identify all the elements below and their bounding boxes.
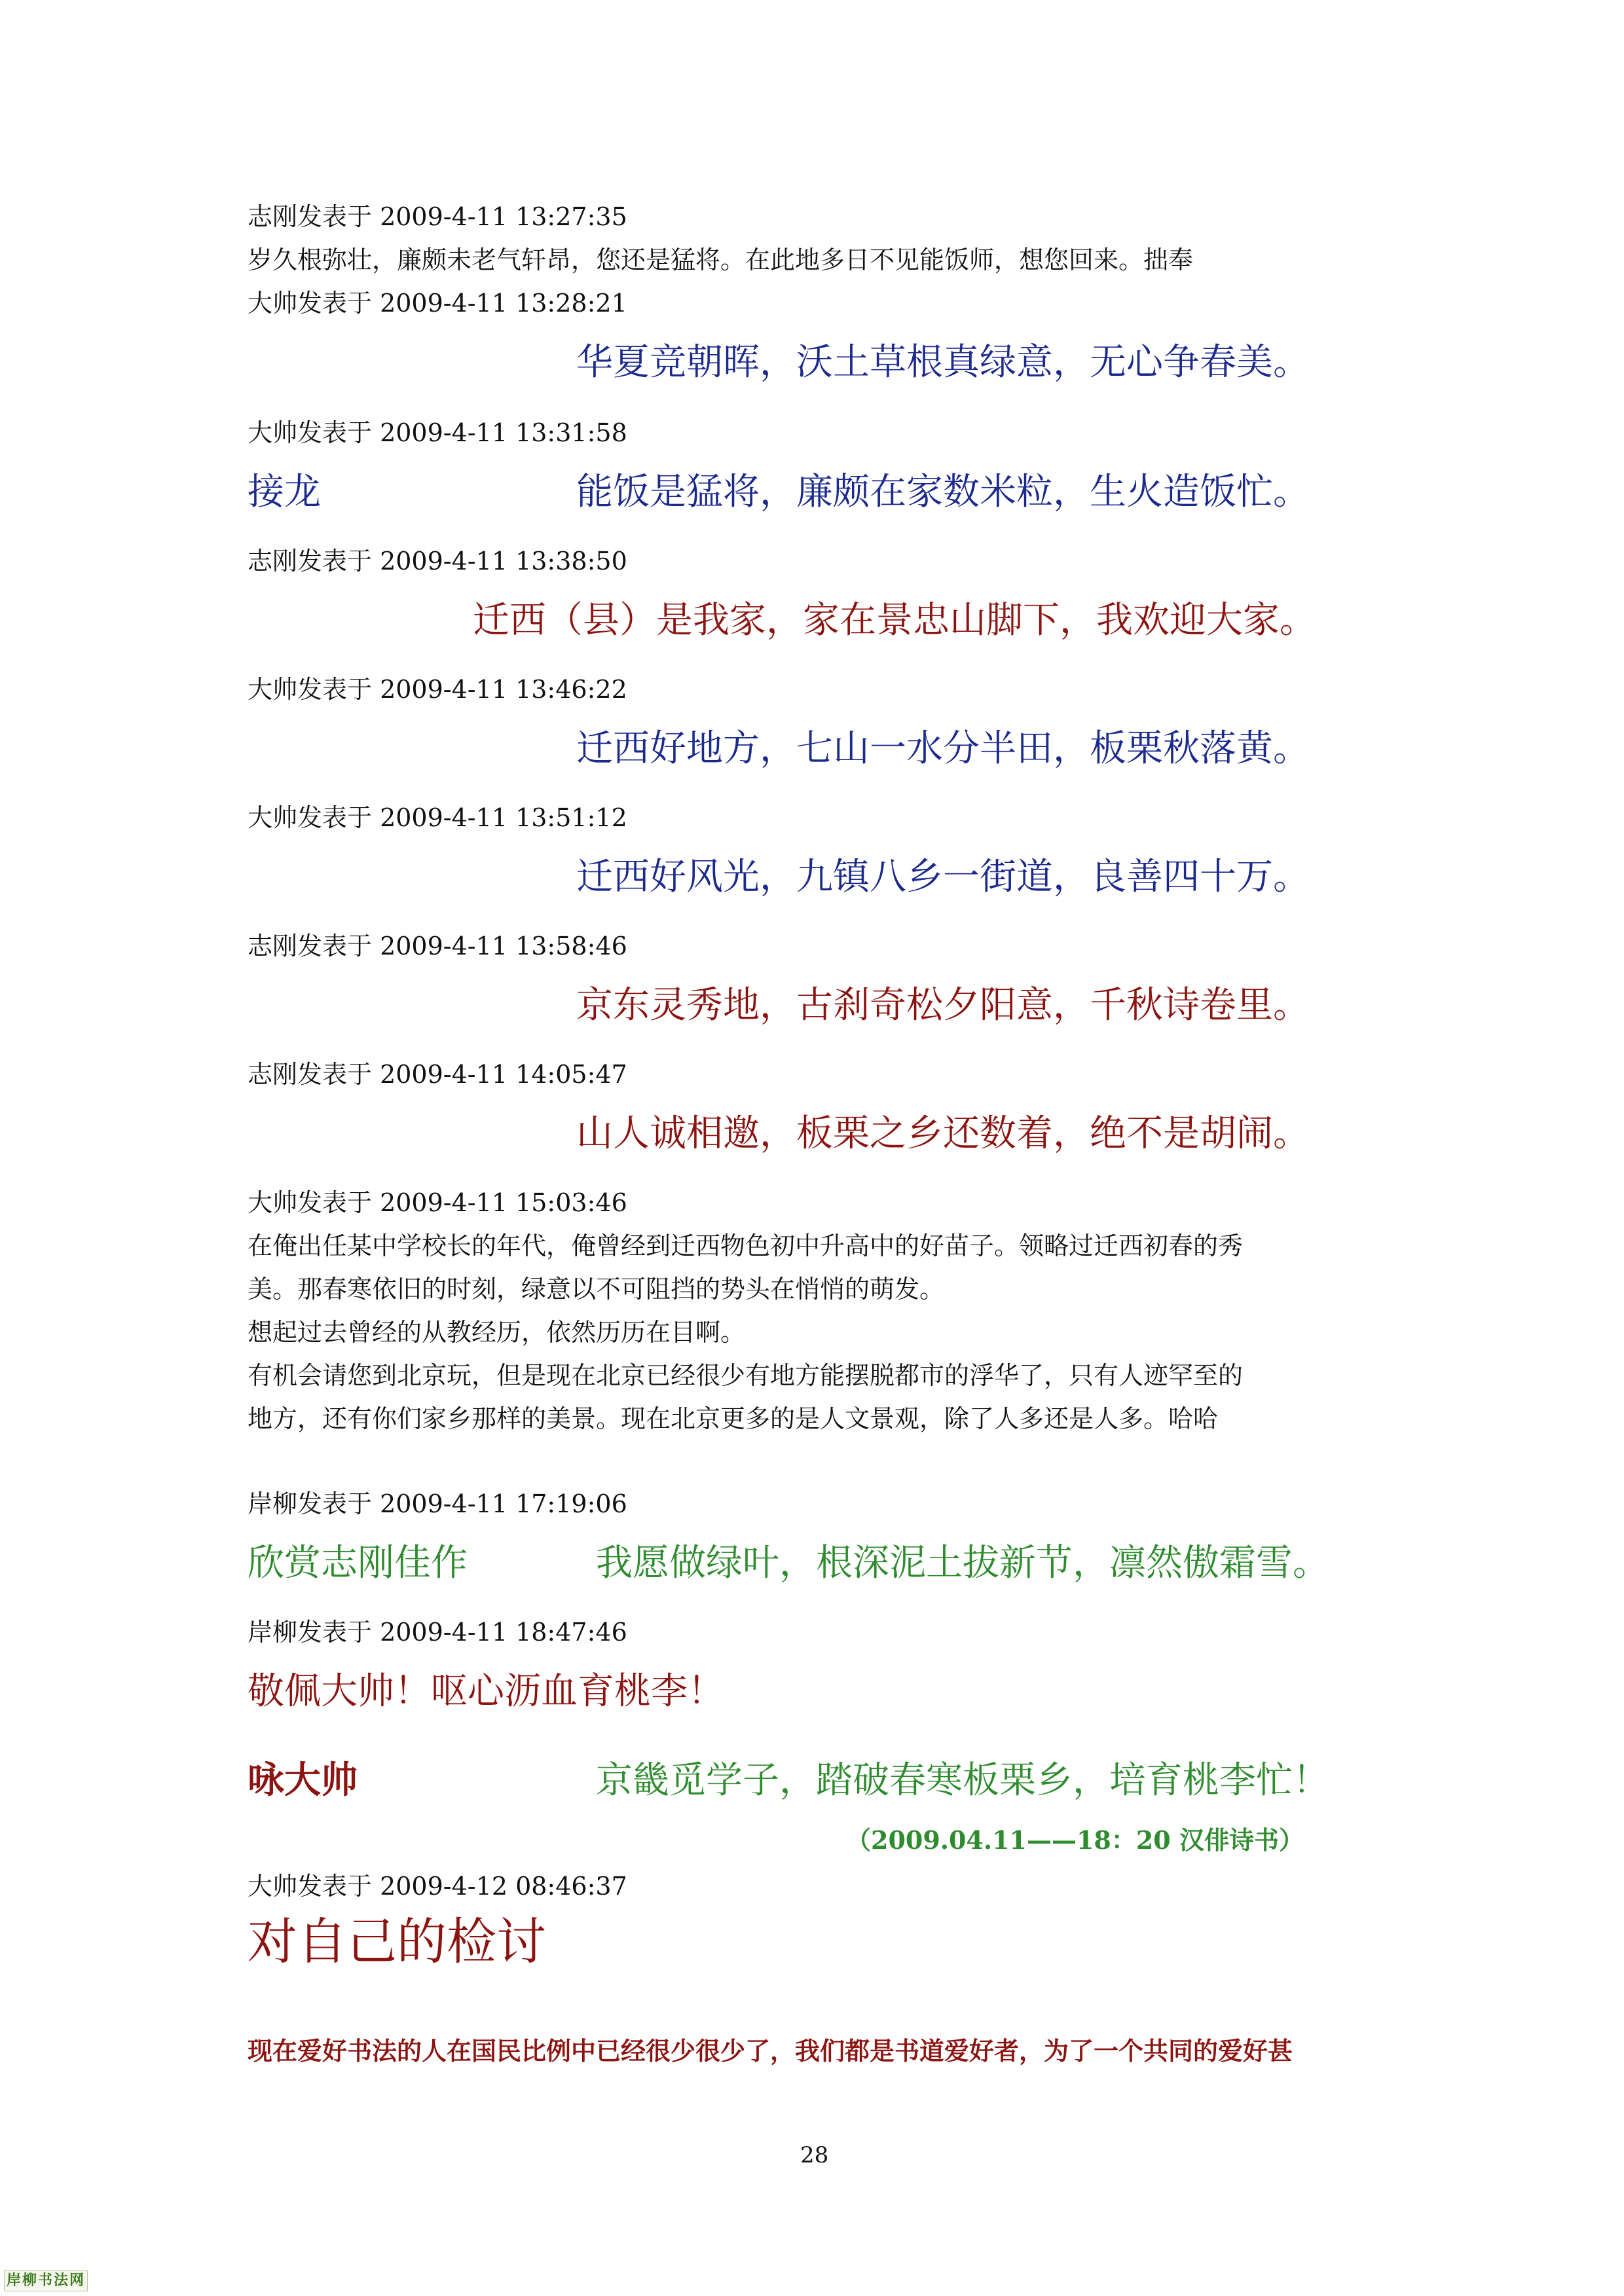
post-header: 大帅发表于 2009-4-11 15:03:46: [248, 1188, 627, 1217]
post-header: 志刚发表于 2009-4-11 13:27:35: [248, 202, 627, 231]
page-number: 28: [800, 2142, 829, 2168]
post-text: 现在爱好书法的人在国民比例中已经很少很少了，我们都是书道爱好者，为了一个共同的爱好甚: [248, 2036, 1293, 2066]
poem-line: 迁西好风光，九镇八乡一街道，良善四十万。: [576, 856, 1310, 898]
paragraph-line: 美。那春寒依旧的时刻，绿意以不可阻挡的势头在悄悄的萌发。: [248, 1275, 945, 1303]
site-logo-watermark: 岸柳书法网: [4, 2270, 88, 2291]
poem-line: 京畿觅学子，踏破春寒板栗乡，培育桃李忙！: [596, 1759, 1329, 1802]
poem-label: 接龙: [248, 471, 321, 513]
post-header: 大帅发表于 2009-4-11 13:51:12: [248, 803, 627, 832]
poem-line: 山人诚相邀，板栗之乡还数着，绝不是胡闹。: [576, 1112, 1310, 1155]
poem-line: 京东灵秀地，古刹奇松夕阳意，千秋诗卷里。: [576, 984, 1310, 1027]
poem-signature: （2009.04.11——18：20 汉俳诗书）: [846, 1825, 1304, 1855]
paragraph-line: 在俺出任某中学校长的年代，俺曾经到迁西物色初中升高中的好苗子。领略过迁西初春的秀: [248, 1231, 1244, 1260]
post-header: 岸柳发表于 2009-4-11 17:19:06: [248, 1489, 627, 1518]
post-header: 志刚发表于 2009-4-11 13:58:46: [248, 932, 627, 960]
post-header: 岸柳发表于 2009-4-11 18:47:46: [248, 1618, 627, 1647]
post-header: 志刚发表于 2009-4-11 14:05:47: [248, 1060, 627, 1089]
post-header: 志刚发表于 2009-4-11 13:38:50: [248, 547, 627, 575]
post-header: 大帅发表于 2009-4-11 13:28:21: [248, 289, 627, 318]
poem-line: 迁西好地方，七山一水分半田，板栗秋落黄。: [576, 727, 1310, 770]
section-title: 对自己的检讨: [248, 1912, 546, 1971]
poem-label: 欣赏志刚佳作: [248, 1542, 468, 1584]
poem-line: 能饭是猛将，廉颇在家数米粒，生火造饭忙。: [576, 471, 1310, 513]
post-header: 大帅发表于 2009-4-11 13:46:22: [248, 675, 627, 704]
post-header: 大帅发表于 2009-4-11 13:31:58: [248, 418, 627, 447]
paragraph-line: 地方，还有你们家乡那样的美景。现在北京更多的是人文景观，除了人多还是人多。哈哈: [248, 1404, 1219, 1433]
post-text: 敬佩大帅！呕心沥血育桃李！: [248, 1670, 724, 1713]
poem-line: 迁西（县）是我家，家在景忠山脚下，我欢迎大家。: [473, 599, 1316, 642]
poem-line: 我愿做绿叶，根深泥土拔新节，凛然傲霜雪。: [596, 1542, 1329, 1584]
poem-label: 咏大帅: [248, 1759, 358, 1802]
paragraph-line: 想起过去曾经的从教经历，依然历历在目啊。: [248, 1318, 746, 1347]
paragraph-line: 有机会请您到北京玩，但是现在北京已经很少有地方能摆脱都市的浮华了，只有人迹罕至的: [248, 1361, 1244, 1390]
post-text: 岁久根弥壮，廉颇未老气轩昂，您还是猛将。在此地多日不见能饭师，想您回来。拙奉: [248, 246, 1194, 274]
poem-line: 华夏竞朝晖，沃土草根真绿意，无心争春美。: [576, 341, 1310, 384]
post-header: 大帅发表于 2009-4-12 08:46:37: [248, 1872, 627, 1901]
